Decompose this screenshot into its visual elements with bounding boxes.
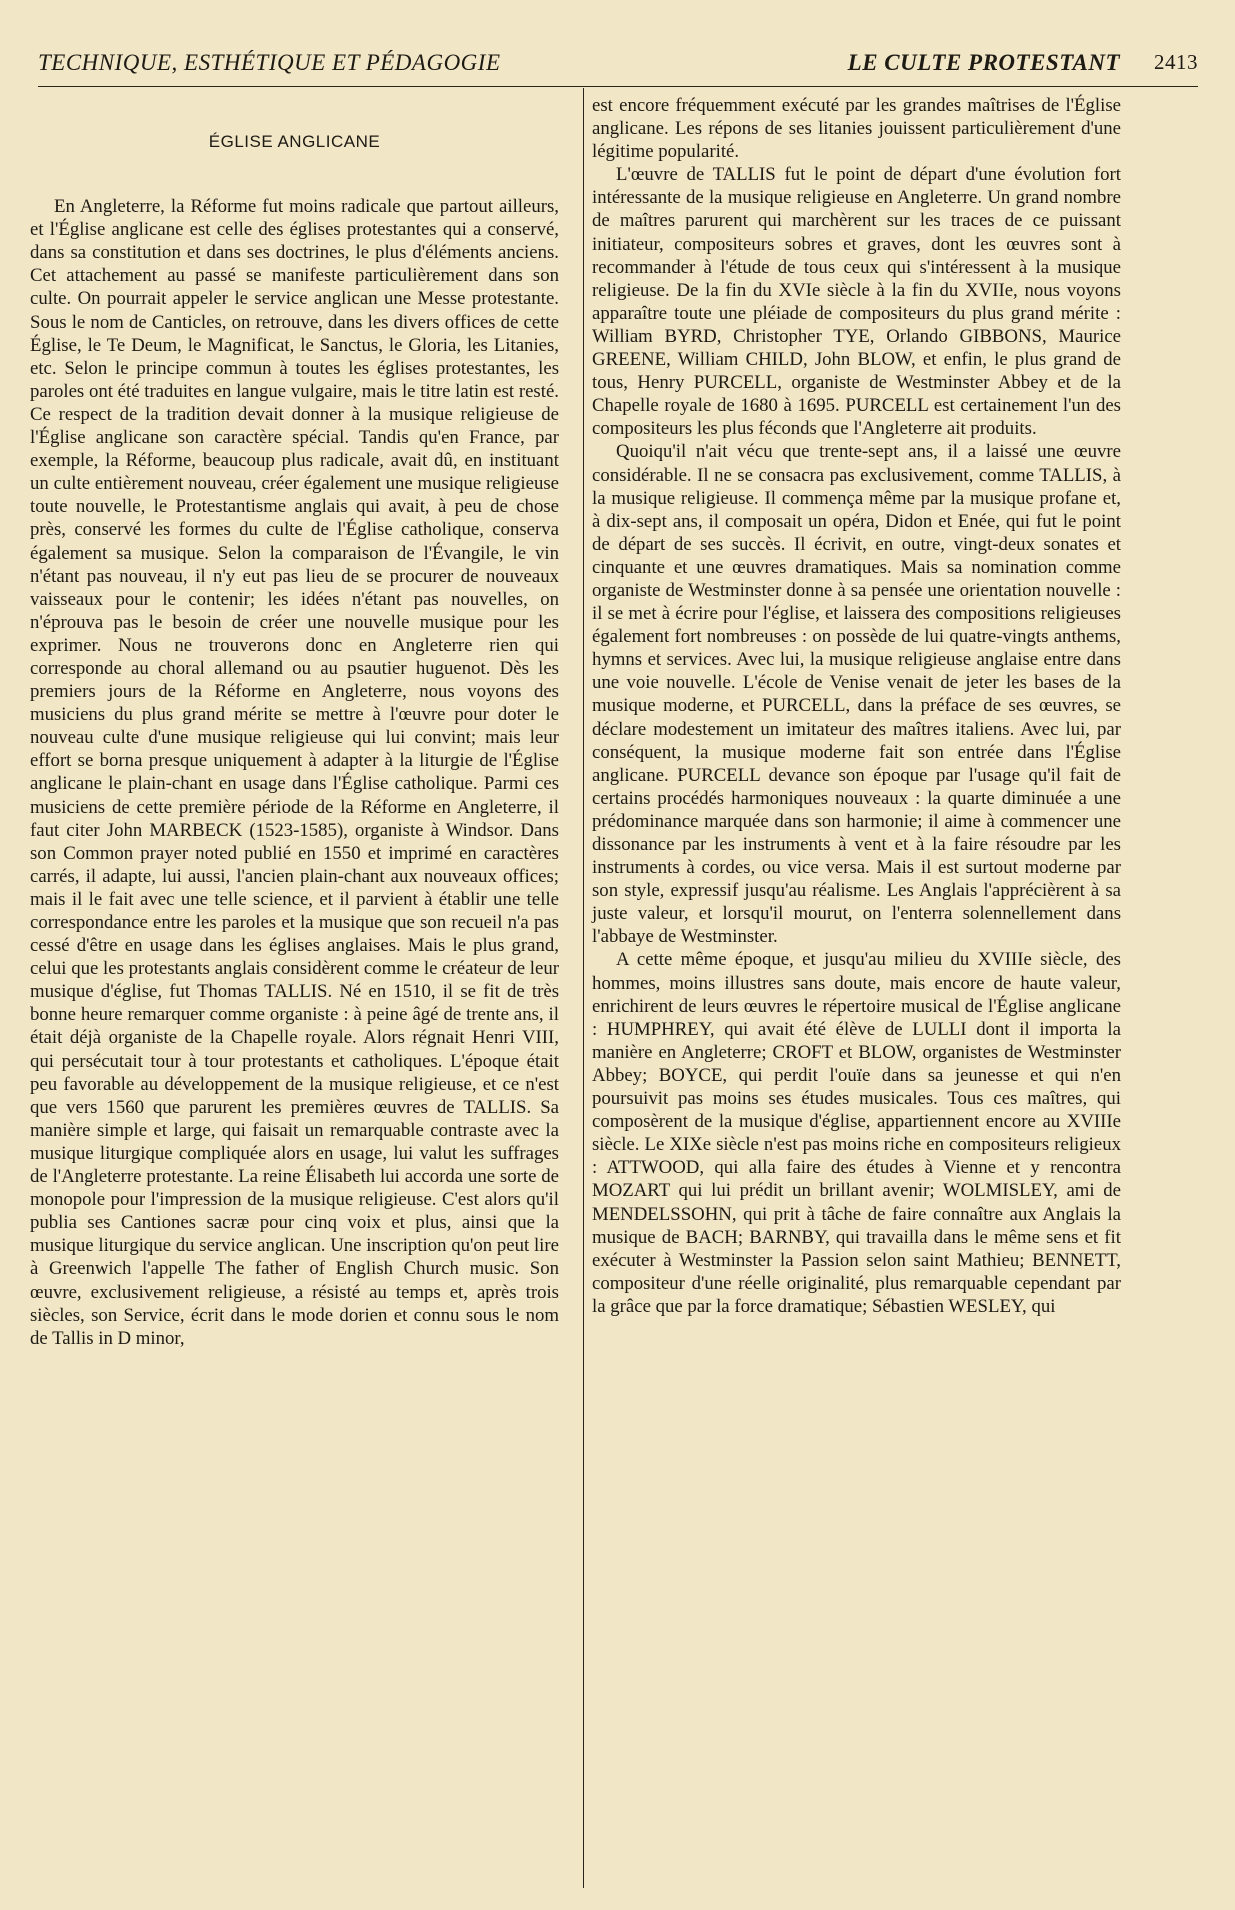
header-left-title: TECHNIQUE, ESTHÉTIQUE ET PÉDAGOGIE xyxy=(38,50,501,75)
header-right-title: LE CULTE PROTESTANT xyxy=(847,50,1120,75)
section-title: ÉGLISE ANGLICANE xyxy=(208,132,381,151)
right-column xyxy=(592,94,1121,1318)
page-number: 2413 xyxy=(1154,50,1198,74)
paragraph: En Angleterre, la Réforme fut moins radicale que partout ailleurs, et l'Église anglicane est celle des églises protestantes qui a conservé, dans sa constitution et dans ses doctrines, le plus d'éléments anciens. Cet attachement au passé se manifeste particulièrement dans son culte. On pourrait appeler le service anglican une Messe protestante. Sous le nom de Canticles, on retrouve, dans les divers offices de cette Église, le Te Deum, le Magnificat, le Sanctus, le Gloria, les Litanies, etc. Selon le principe commun à toutes les églises protestantes, les paroles ont été traduites en langue vulgaire, mais le titre latin est resté. Ce respect de la tradition devait donner à la musique religieuse de l'Église anglicane son caractère spécial. Tandis qu'en France, par exemple, la Réforme, beaucoup plus radicale, avait dû, en instituant un culte entièrement nouveau, créer également une musique religieuse toute nouvelle, le Protestantisme anglais qui avait, à peu de chose près, conservé les formes du culte de l'Église catholique, conserva également sa musique. Selon la comparaison de l'Évangile, le vin n'étant pas nouveau, il n'y eut pas lieu de se procurer de nouveaux vaisseaux pour le contenir; les idées n'étant pas nouvelles, on n'éprouva pas le besoin de créer une nouvelle musique pour les exprimer. Nous ne trouverons donc en Angleterre rien qui corresponde au choral allemand ou au psautier huguenot. Dès les premiers jours de la Réforme en Angleterre, nous voyons des musiciens du plus grand mérite se mettre à l'œuvre pour doter le nouveau culte d'une musique religieuse qui lui convint; mais leur effort se borna presque uniquement à adapter à la liturgie de l'Église anglicane le plain-chant en usage dans l'Église catholique. Parmi ces musiciens de cette première période de la Réforme en Angleterre, il faut citer John MARBECK (1523-1585), organiste à Windsor. Dans son Common prayer noted publié en 1550 et imprimé en caractères carrés, il adapte, lui aussi, l'ancien plain-chant aux nouveaux offices; mais il le fait avec une telle science, et il parvient à établir une telle correspondance entre les paroles et la musique que son recueil n'a pas cessé d'être en usage dans les églises anglaises. Mais le plus grand, celui que les protestants anglais considèrent comme le créateur de leur musique d'église, fut Thomas TALLIS. Né en 1510, il se fit de très bonne heure remarquer comme organiste : à peine âgé de trente ans, il était déjà organiste de la Chapelle royale. Alors régnait Henri VIII, qui persécutait tour à tour protestants et catholiques. L'époque était peu favorable au développement de la musique religieuse, et ce n'est que vers 1560 que parurent les premières œuvres de TALLIS. Sa manière simple et large, qui faisait un remarquable contraste avec la musique liturgique compliquée alors en usage, lui valut les suffrages de l'Angleterre protestante. La reine Élisabeth lui accorda une sorte de monopole pour l'impression de la musique religieuse. C'est alors qu'il publia ses Cantiones sacræ pour cinq voix et plus, ainsi que la musique liturgique du service anglican. Une inscription qu'on peut lire à Greenwich l'appelle The father of English Church music. Son œuvre, exclusivement religieuse, a résisté au temps et, après trois siècles, son Service, écrit dans le mode dorien et connu sous le nom de Tallis in D minor, xyxy=(30,196,559,1349)
column-divider xyxy=(583,88,584,1888)
paragraph: Quoiqu'il n'ait vécu que trente-sept ans, il a laissé une œuvre considérable. Il ne se consacra pas exclusivement, comme TALLIS, à la musique religieuse. Il commença même par la musique profane et, à dix-sept ans, il composait un opéra, Didon et Enée, qui fut le point de départ de ses succès. Il écrivit, en outre, vingt-deux sonates et cinquante et une œuvres dramatiques. Mais sa nomination comme organiste de Westminster donne à sa pensée une orientation nouvelle : il se met à écrire pour l'église, et laissera des compositions religieuses également fort nombreuses : on possède de lui quatre-vingts anthems, hymns et services. Avec lui, la musique religieuse anglaise entre dans une voie nouvelle. L'école de Venise venait de jeter les bases de la musique moderne, et PURCELL, dans la préface de ses œuvres, se déclare modestement un imitateur des maîtres italiens. Avec lui, par conséquent, la musique moderne fait son entrée dans l'Église anglicane. PURCELL devance son époque par l'usage qu'il fait de certains procédés harmoniques nouveaux : la quarte diminuée a une prédominance marquée dans son harmonie; il aime à commencer une dissonance par les instruments à vent et à la faire résoudre par les instruments à cordes, ou vice versa. Mais il est surtout moderne par son style, expressif jusqu'au réalisme. Les Anglais l'apprécièrent à sa juste valeur, et lorsqu'il mourut, on l'enterra solennellement dans l'abbaye de Westminster. xyxy=(592,441,1121,948)
running-header xyxy=(38,42,1198,82)
left-column xyxy=(30,94,559,1350)
header-rule xyxy=(38,86,1198,87)
paragraph: A cette même époque, et jusqu'au milieu du XVIIIe siècle, des hommes, moins illustres sans doute, mais encore de haute valeur, enrichirent de leurs œuvres le répertoire musical de l'Église anglicane : HUMPHREY, qui avait été élève de LULLI dont il importa la manière en Angleterre; CROFT et BLOW, organistes de Westminster Abbey; BOYCE, qui perdit l'ouïe dans sa jeunesse et qui n'en poursuivit pas moins ses études musicales. Tous ces maîtres, qui composèrent de la musique d'église, appartiennent encore au XVIIIe siècle. Le XIXe siècle n'est pas moins riche en compositeurs religieux : ATTWOOD, qui alla faire des études à Vienne et y rencontra MOZART qui lui prédit un brillant avenir; WOLMISLEY, ami de MENDELSSOHN, qui prit à tâche de faire connaître aux Anglais la musique de BACH; BARNBY, qui travailla dans le même sens et fit exécuter à Westminster la Passion selon saint Mathieu; BENNETT, compositeur d'une réelle originalité, plus remarquable cependant par la grâce que par la force dramatique; Sébastien WESLEY, qui xyxy=(592,949,1121,1317)
paragraph-continuation: est encore fréquemment exécuté par les grandes maîtrises de l'Église anglicane. Les répons de ses litanies jouissent particulièrement d'une légitime popularité. xyxy=(592,95,1121,163)
paragraph: L'œuvre de TALLIS fut le point de départ d'une évolution fort intéressante de la musique religieuse en Angleterre. Un grand nombre de maîtres parurent qui marchèrent sur les traces de ce puissant initiateur, compositeurs sobres et graves, dont les œuvres sont à recommander à l'étude de tous ceux qui s'intéressent à la musique religieuse. De la fin du XVIe siècle à la fin du XVIIe, nous voyons apparaître toute une pléiade de compositeurs du plus grand mérite : William BYRD, Christopher TYE, Orlando GIBBONS, Maurice GREENE, William CHILD, John BLOW, et enfin, le plus grand de tous, Henry PURCELL, organiste de Westminster Abbey et de la Chapelle royale de 1680 à 1695. PURCELL est certainement l'un des compositeurs les plus féconds que l'Angleterre ait produits. xyxy=(592,164,1121,440)
